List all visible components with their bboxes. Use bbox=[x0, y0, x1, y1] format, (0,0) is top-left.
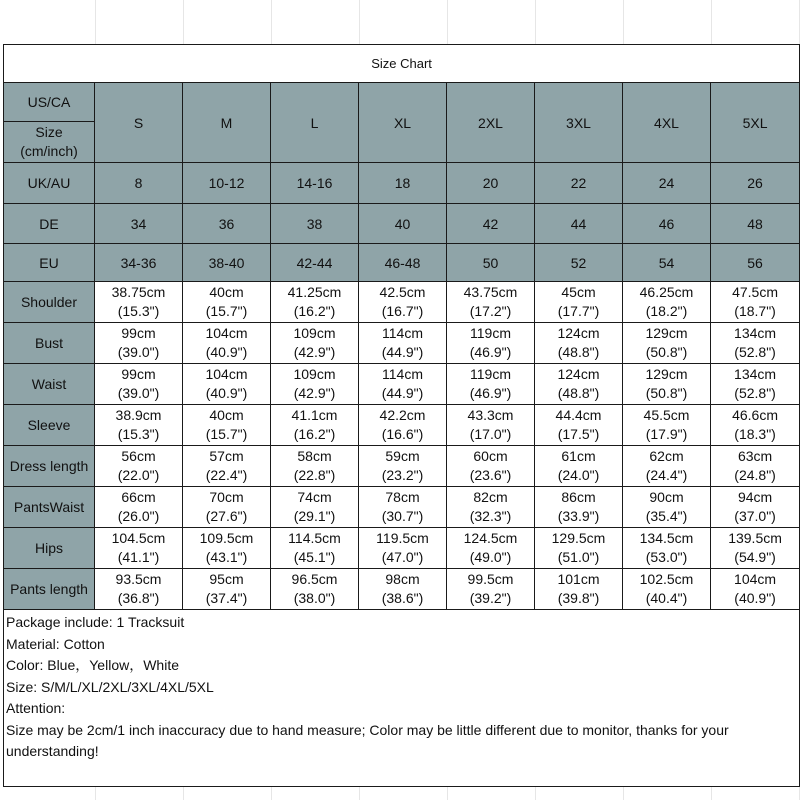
conversion-cell: 20 bbox=[447, 163, 535, 204]
conversion-cell: 52 bbox=[535, 244, 623, 282]
conversion-cell: 24 bbox=[623, 163, 711, 204]
cm-value: 129.5cm bbox=[551, 530, 606, 546]
inch-value: (29.1") bbox=[293, 508, 336, 524]
measurement-cell bbox=[623, 405, 711, 446]
measurement-cell bbox=[447, 487, 535, 528]
cm-value: 46.6cm bbox=[732, 407, 779, 423]
product-notes bbox=[4, 610, 800, 787]
measurement-cell bbox=[447, 446, 535, 487]
cm-value: 99.5cm bbox=[467, 571, 514, 587]
cm-value: 59cm bbox=[385, 448, 420, 464]
inch-value: (23.6") bbox=[469, 467, 512, 483]
measurement-cell bbox=[535, 487, 623, 528]
cm-value: 119cm bbox=[470, 325, 511, 341]
measurement-cell bbox=[95, 282, 183, 323]
cm-value: 114cm bbox=[382, 366, 423, 382]
size-header-xl: XL bbox=[359, 83, 447, 163]
cm-value: 57cm bbox=[209, 448, 244, 464]
inch-value: (24.8") bbox=[734, 467, 776, 483]
measurement-cell bbox=[359, 323, 447, 364]
conversion-cell: 36 bbox=[183, 204, 271, 244]
conversion-cell: 40 bbox=[359, 204, 447, 244]
measurement-cell bbox=[359, 364, 447, 405]
conversion-cell: 46 bbox=[623, 204, 711, 244]
measurement-cell bbox=[271, 405, 359, 446]
conversion-cell: 14-16 bbox=[271, 163, 359, 204]
inch-value: (18.3") bbox=[734, 426, 776, 442]
cm-value: 124cm bbox=[557, 325, 600, 341]
note-line: Material: Cotton bbox=[6, 635, 105, 652]
inch-value: (17.5") bbox=[557, 426, 600, 442]
cm-value: 56cm bbox=[121, 448, 156, 464]
measurement-cell bbox=[95, 569, 183, 610]
measurement-cell bbox=[271, 569, 359, 610]
cm-value: 38.75cm bbox=[111, 284, 166, 300]
conversion-cell: 26 bbox=[711, 163, 800, 204]
chart-title: Size Chart bbox=[4, 45, 800, 83]
inch-value: (22.8") bbox=[293, 467, 336, 483]
cm-value: 95cm bbox=[209, 571, 244, 587]
conversion-cell: 50 bbox=[447, 244, 535, 282]
conversion-row bbox=[4, 163, 800, 204]
measurement-row bbox=[4, 569, 800, 610]
cm-value: 109cm bbox=[293, 366, 336, 382]
title-row bbox=[4, 45, 800, 83]
cm-value: 61cm bbox=[561, 448, 596, 464]
cm-value: 43.75cm bbox=[463, 284, 518, 300]
inch-value: (44.9") bbox=[381, 344, 424, 360]
inch-value: (54.9") bbox=[734, 549, 776, 565]
inch-value: (33.9") bbox=[557, 508, 600, 524]
measurement-cell bbox=[447, 282, 535, 323]
row-label: Waist bbox=[4, 364, 95, 405]
conversion-cell: 8 bbox=[95, 163, 183, 204]
cm-value: 124.5cm bbox=[463, 530, 518, 546]
size-header-3xl: 3XL bbox=[535, 83, 623, 163]
measurement-row bbox=[4, 323, 800, 364]
inch-value: (15.3") bbox=[117, 426, 160, 442]
size-header-s: S bbox=[95, 83, 183, 163]
measurement-cell bbox=[711, 323, 800, 364]
measurement-row bbox=[4, 405, 800, 446]
note-line: Package include: 1 Tracksuit bbox=[6, 614, 185, 630]
measurement-cell bbox=[95, 323, 183, 364]
conversion-row bbox=[4, 244, 800, 282]
inch-value: (17.7") bbox=[557, 303, 600, 319]
cm-value: 43.3cm bbox=[467, 407, 514, 423]
inch-value: (40.9") bbox=[205, 385, 248, 401]
inch-value: (24.4") bbox=[645, 467, 688, 483]
measurement-cell bbox=[359, 528, 447, 569]
note-line: Size may be 2cm/1 inch inaccuracy due to hand measure; Color may be little different due to monitor, thanks for your understanding! bbox=[6, 721, 729, 759]
inch-value: (15.7") bbox=[205, 303, 248, 319]
measurement-cell bbox=[447, 323, 535, 364]
measurement-cell bbox=[711, 282, 800, 323]
cm-value: 38.9cm bbox=[115, 407, 162, 423]
cm-value: 45cm bbox=[561, 284, 596, 300]
measurement-cell bbox=[271, 487, 359, 528]
cm-value: 45.5cm bbox=[643, 407, 690, 423]
measurement-cell bbox=[447, 405, 535, 446]
measurement-cell bbox=[623, 446, 711, 487]
cm-value: 41.25cm bbox=[287, 284, 342, 300]
measurement-cell bbox=[447, 569, 535, 610]
cm-value: 124cm bbox=[557, 366, 600, 382]
cm-value: 94cm bbox=[737, 489, 773, 505]
measurement-cell bbox=[183, 323, 271, 364]
row-label: PantsWaist bbox=[4, 487, 95, 528]
cm-value: 40cm bbox=[209, 284, 244, 300]
header-corner bbox=[4, 83, 95, 163]
cm-value: 134.5cm bbox=[639, 530, 694, 546]
measurement-cell bbox=[271, 323, 359, 364]
inch-value: (23.2") bbox=[381, 467, 424, 483]
inch-value: (18.7") bbox=[734, 303, 776, 319]
measurement-cell bbox=[623, 528, 711, 569]
measurement-cell bbox=[535, 405, 623, 446]
measurement-cell bbox=[623, 569, 711, 610]
inch-value: (42.9") bbox=[293, 385, 336, 401]
cm-value: 93.5cm bbox=[115, 571, 162, 587]
inch-value: (48.8") bbox=[557, 344, 600, 360]
inch-value: (38.6") bbox=[381, 590, 424, 606]
size-header-4xl: 4XL bbox=[623, 83, 711, 163]
inch-value: (40.9") bbox=[205, 344, 248, 360]
inch-value: (22.4") bbox=[205, 467, 248, 483]
row-label: EU bbox=[4, 244, 95, 282]
us-ca-label: US/CA bbox=[4, 83, 94, 122]
measurement-cell bbox=[183, 364, 271, 405]
cm-value: 44.4cm bbox=[555, 407, 602, 423]
row-label: Sleeve bbox=[4, 405, 95, 446]
cm-value: 99cm bbox=[121, 366, 156, 382]
size-chart-table bbox=[3, 44, 800, 787]
inch-value: (46.9") bbox=[469, 385, 512, 401]
measurement-cell bbox=[95, 528, 183, 569]
size-header-m: M bbox=[183, 83, 271, 163]
inch-value: (38.0") bbox=[293, 590, 336, 606]
cm-value: 74cm bbox=[297, 489, 332, 505]
conversion-cell: 22 bbox=[535, 163, 623, 204]
inch-value: (52.8") bbox=[734, 344, 776, 360]
inch-value: (41.1") bbox=[117, 549, 160, 565]
measurement-cell bbox=[183, 405, 271, 446]
cm-value: 62cm bbox=[649, 448, 684, 464]
measurement-cell bbox=[95, 446, 183, 487]
cm-value: 104.5cm bbox=[111, 530, 166, 546]
cm-value: 78cm bbox=[385, 489, 420, 505]
inch-value: (50.8") bbox=[645, 344, 688, 360]
inch-value: (26.0") bbox=[117, 508, 160, 524]
measurement-cell bbox=[711, 528, 800, 569]
measurement-cell bbox=[447, 528, 535, 569]
inch-value: (16.2") bbox=[293, 303, 336, 319]
cm-value: 114.5cm bbox=[288, 530, 341, 546]
cm-value: 42.5cm bbox=[379, 284, 426, 300]
conversion-cell: 38-40 bbox=[183, 244, 271, 282]
row-label: Bust bbox=[4, 323, 95, 364]
measurement-cell bbox=[183, 528, 271, 569]
measurement-cell bbox=[183, 569, 271, 610]
inch-value: (47.0") bbox=[381, 549, 424, 565]
inch-value: (36.8") bbox=[117, 590, 160, 606]
measurement-cell bbox=[95, 405, 183, 446]
conversion-cell: 46-48 bbox=[359, 244, 447, 282]
inch-value: (48.8") bbox=[557, 385, 600, 401]
measurement-row bbox=[4, 282, 800, 323]
cm-value: 119cm bbox=[470, 366, 511, 382]
measurement-cell bbox=[535, 569, 623, 610]
measurement-row bbox=[4, 364, 800, 405]
row-label: DE bbox=[4, 204, 95, 244]
inch-value: (51.0") bbox=[557, 549, 600, 565]
row-label: Shoulder bbox=[4, 282, 95, 323]
cm-value: 119.5cm bbox=[376, 530, 429, 546]
inch-value: (39.0") bbox=[117, 344, 160, 360]
inch-value: (43.1") bbox=[205, 549, 248, 565]
measurement-cell bbox=[271, 364, 359, 405]
inch-value: (16.7") bbox=[381, 303, 424, 319]
inch-value: (53.0") bbox=[645, 549, 688, 565]
size-header-l: L bbox=[271, 83, 359, 163]
cm-value: 58cm bbox=[297, 448, 332, 464]
conversion-cell: 18 bbox=[359, 163, 447, 204]
inch-value: (18.2") bbox=[645, 303, 688, 319]
conversion-cell: 56 bbox=[711, 244, 800, 282]
cm-value: 40cm bbox=[209, 407, 244, 423]
inch-value: (17.9") bbox=[645, 426, 688, 442]
cm-value: 63cm bbox=[737, 448, 773, 464]
cm-value: 41.1cm bbox=[291, 407, 338, 423]
cm-value: 134cm bbox=[734, 325, 777, 341]
row-label: Hips bbox=[4, 528, 95, 569]
size-header-row bbox=[4, 83, 800, 163]
inch-value: (17.2") bbox=[469, 303, 512, 319]
measurement-cell bbox=[711, 405, 800, 446]
measurement-cell bbox=[183, 487, 271, 528]
conversion-row bbox=[4, 204, 800, 244]
inch-value: (39.8") bbox=[557, 590, 600, 606]
cm-value: 104cm bbox=[205, 366, 248, 382]
measurement-cell bbox=[535, 323, 623, 364]
inch-value: (16.6") bbox=[381, 426, 424, 442]
measurement-row bbox=[4, 528, 800, 569]
conversion-cell: 54 bbox=[623, 244, 711, 282]
cm-value: 109cm bbox=[293, 325, 336, 341]
measurement-cell bbox=[623, 323, 711, 364]
cm-value: 104cm bbox=[205, 325, 248, 341]
measurement-cell bbox=[271, 528, 359, 569]
cm-value: 102.5cm bbox=[639, 571, 694, 587]
row-label: Dress length bbox=[4, 446, 95, 487]
inch-value: (37.0") bbox=[734, 508, 776, 524]
cm-value: 86cm bbox=[561, 489, 596, 505]
inch-value: (15.3") bbox=[117, 303, 160, 319]
inch-value: (32.3") bbox=[469, 508, 512, 524]
cm-value: 129cm bbox=[645, 325, 688, 341]
cm-value: 60cm bbox=[473, 448, 508, 464]
measurement-cell bbox=[535, 446, 623, 487]
inch-value: (52.8") bbox=[734, 385, 776, 401]
conversion-cell: 10-12 bbox=[183, 163, 271, 204]
inch-value: (50.8") bbox=[645, 385, 688, 401]
cm-value: 42.2cm bbox=[379, 407, 426, 423]
inch-value: (37.4") bbox=[205, 590, 248, 606]
measurement-cell bbox=[623, 487, 711, 528]
inch-value: (15.7") bbox=[205, 426, 248, 442]
inch-value: (24.0") bbox=[557, 467, 600, 483]
size-unit-label: Size (cm/inch) bbox=[20, 124, 78, 159]
row-label: Pants length bbox=[4, 569, 95, 610]
inch-value: (39.0") bbox=[117, 385, 160, 401]
measurement-cell bbox=[271, 282, 359, 323]
note-line: Attention: bbox=[6, 700, 66, 716]
measurement-cell bbox=[95, 487, 183, 528]
conversion-cell: 42 bbox=[447, 204, 535, 244]
cm-value: 139.5cm bbox=[728, 530, 782, 546]
measurement-cell bbox=[271, 446, 359, 487]
inch-value: (17.0") bbox=[469, 426, 512, 442]
cm-value: 114cm bbox=[382, 325, 423, 341]
measurement-cell bbox=[183, 282, 271, 323]
inch-value: (30.7") bbox=[381, 508, 424, 524]
measurement-cell bbox=[711, 364, 800, 405]
cm-value: 96.5cm bbox=[291, 571, 338, 587]
inch-value: (39.2") bbox=[469, 590, 512, 606]
cm-value: 70cm bbox=[209, 489, 244, 505]
inch-value: (40.9") bbox=[734, 590, 776, 606]
inch-value: (27.6") bbox=[205, 508, 248, 524]
conversion-cell: 34 bbox=[95, 204, 183, 244]
row-label: UK/AU bbox=[4, 163, 95, 204]
inch-value: (22.0") bbox=[117, 467, 160, 483]
measurement-cell bbox=[623, 282, 711, 323]
cm-value: 82cm bbox=[473, 489, 508, 505]
cm-value: 101cm bbox=[557, 571, 600, 587]
measurement-cell bbox=[535, 364, 623, 405]
measurement-row bbox=[4, 487, 800, 528]
measurement-cell bbox=[711, 569, 800, 610]
inch-value: (45.1") bbox=[293, 549, 336, 565]
cm-value: 99cm bbox=[121, 325, 156, 341]
measurement-cell bbox=[535, 282, 623, 323]
inch-value: (40.4") bbox=[645, 590, 688, 606]
measurement-cell bbox=[359, 446, 447, 487]
measurement-cell bbox=[359, 405, 447, 446]
cm-value: 129cm bbox=[645, 366, 688, 382]
size-header-5xl: 5XL bbox=[711, 83, 800, 163]
inch-value: (35.4") bbox=[645, 508, 688, 524]
cm-value: 109.5cm bbox=[199, 530, 254, 546]
inch-value: (46.9") bbox=[469, 344, 512, 360]
measurement-cell bbox=[535, 528, 623, 569]
note-line: Color: Blue，Yellow，White bbox=[6, 657, 179, 673]
size-header-2xl: 2XL bbox=[447, 83, 535, 163]
note-line: Size: S/M/L/XL/2XL/3XL/4XL/5XL bbox=[6, 678, 214, 695]
measurement-cell bbox=[359, 282, 447, 323]
measurement-cell bbox=[359, 487, 447, 528]
measurement-cell bbox=[359, 569, 447, 610]
measurement-cell bbox=[447, 364, 535, 405]
measurement-cell bbox=[711, 446, 800, 487]
inch-value: (44.9") bbox=[381, 385, 424, 401]
conversion-cell: 44 bbox=[535, 204, 623, 244]
measurement-row bbox=[4, 446, 800, 487]
cm-value: 98cm bbox=[385, 571, 420, 587]
measurement-cell bbox=[183, 446, 271, 487]
conversion-cell: 48 bbox=[711, 204, 800, 244]
cm-value: 66cm bbox=[121, 489, 156, 505]
cm-value: 104cm bbox=[734, 571, 777, 587]
measurement-cell bbox=[711, 487, 800, 528]
inch-value: (49.0") bbox=[469, 549, 512, 565]
conversion-cell: 34-36 bbox=[95, 244, 183, 282]
cm-value: 47.5cm bbox=[732, 284, 779, 300]
inch-value: (16.2") bbox=[293, 426, 336, 442]
conversion-cell: 42-44 bbox=[271, 244, 359, 282]
inch-value: (42.9") bbox=[293, 344, 336, 360]
conversion-cell: 38 bbox=[271, 204, 359, 244]
cm-value: 46.25cm bbox=[639, 284, 694, 300]
measurement-cell bbox=[95, 364, 183, 405]
notes-row bbox=[4, 610, 800, 787]
cm-value: 90cm bbox=[649, 489, 684, 505]
measurement-cell bbox=[623, 364, 711, 405]
cm-value: 134cm bbox=[734, 366, 777, 382]
